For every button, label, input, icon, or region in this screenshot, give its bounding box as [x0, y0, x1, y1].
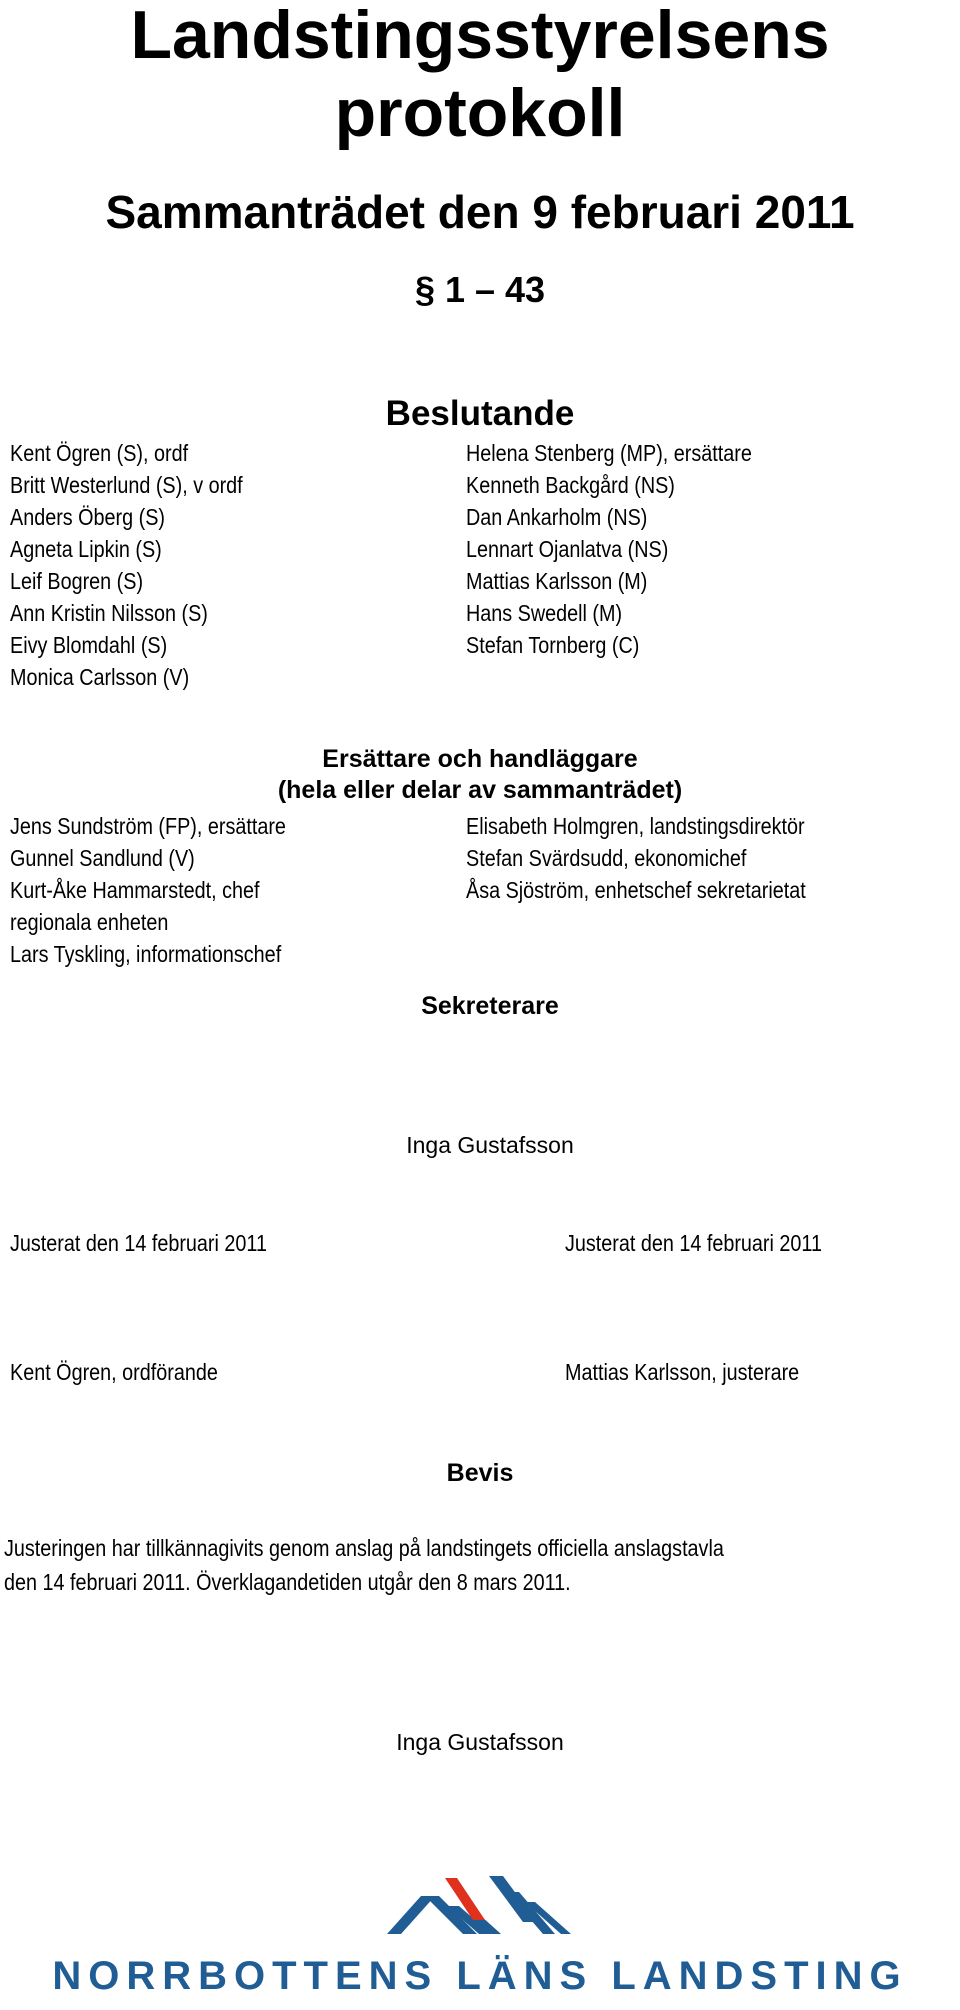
bevis-text: [4, 1531, 841, 1599]
list-item: Lars Tyskling, informationschef: [10, 941, 282, 967]
bevis-text-line: den 14 februari 2011. Överklagandetiden utgår den 8 mars 2011.: [4, 1569, 571, 1595]
bevis-text-line: Justeringen har tillkännagivits genom anslag på landstingets officiella anslagstavla: [4, 1535, 724, 1561]
list-item: Ann Kristin Nilsson (S): [10, 600, 208, 626]
list-item: Lennart Ojanlatva (NS): [466, 536, 669, 562]
list-item: Stefan Tornberg (C): [466, 632, 640, 658]
list-item: Britt Westerlund (S), v ordf: [10, 472, 243, 498]
list-item: Jens Sundström (FP), ersättare: [10, 813, 286, 839]
list-item: Mattias Karlsson (M): [466, 568, 648, 594]
list-item: Kurt-Åke Hammarstedt, chef: [10, 877, 260, 903]
beslutande-heading: Beslutande: [385, 394, 575, 433]
justerat-left-date: Justerat den 14 februari 2011: [10, 1230, 267, 1256]
sekreterare-name: Inga Gustafsson: [406, 1132, 574, 1158]
list-item: Hans Swedell (M): [466, 600, 623, 626]
meeting-date: Sammanträdet den 9 februari 2011: [105, 186, 855, 238]
list-item: Agneta Lipkin (S): [10, 536, 162, 562]
document-title-line-1: Landstingsstyrelsens: [130, 0, 830, 73]
ersattare-subheading: (hela eller delar av sammanträdet): [277, 776, 683, 804]
list-item: Eivy Blomdahl (S): [10, 632, 168, 658]
justerare-right-name: Mattias Karlsson, justerare: [565, 1359, 800, 1385]
list-item: Gunnel Sandlund (V): [10, 845, 195, 871]
bevis-signature: Inga Gustafsson: [396, 1729, 564, 1755]
list-item: Kent Ögren (S), ordf: [10, 440, 189, 466]
document-title-line-2: protokoll: [334, 75, 626, 151]
list-item: Dan Ankarholm (NS): [466, 504, 648, 530]
mountain-icon: [385, 1872, 575, 1942]
beslutande-left-list: [10, 437, 281, 693]
list-item: Helena Stenberg (MP), ersättare: [466, 440, 752, 466]
bevis-heading: Bevis: [446, 1459, 514, 1487]
justerare-left-name: Kent Ögren, ordförande: [10, 1359, 218, 1385]
list-item: Åsa Sjöström, enhetschef sekretarietat: [466, 877, 806, 903]
list-item: Kenneth Backgård (NS): [466, 472, 675, 498]
paragraph-range: § 1 – 43: [414, 269, 546, 310]
beslutande-right-list: [466, 437, 798, 661]
list-item: Elisabeth Holmgren, landstingsdirektör: [466, 813, 805, 839]
list-item: Anders Öberg (S): [10, 504, 166, 530]
list-item: Monica Carlsson (V): [10, 664, 190, 690]
list-item: regionala enheten: [10, 909, 169, 935]
ersattare-heading: Ersättare och handläggare: [322, 745, 638, 773]
landsting-logo-mark: [385, 1872, 575, 1942]
justerat-right-date: Justerat den 14 februari 2011: [565, 1230, 822, 1256]
list-item: Leif Bogren (S): [10, 568, 144, 594]
ersattare-left-list: [10, 810, 331, 970]
landsting-logo-text: NORRBOTTENS LÄNS LANDSTING: [52, 1954, 908, 1998]
sekreterare-heading: Sekreterare: [421, 992, 559, 1020]
list-item: Stefan Svärdsudd, ekonomichef: [466, 845, 747, 871]
ersattare-right-list: [466, 810, 861, 906]
